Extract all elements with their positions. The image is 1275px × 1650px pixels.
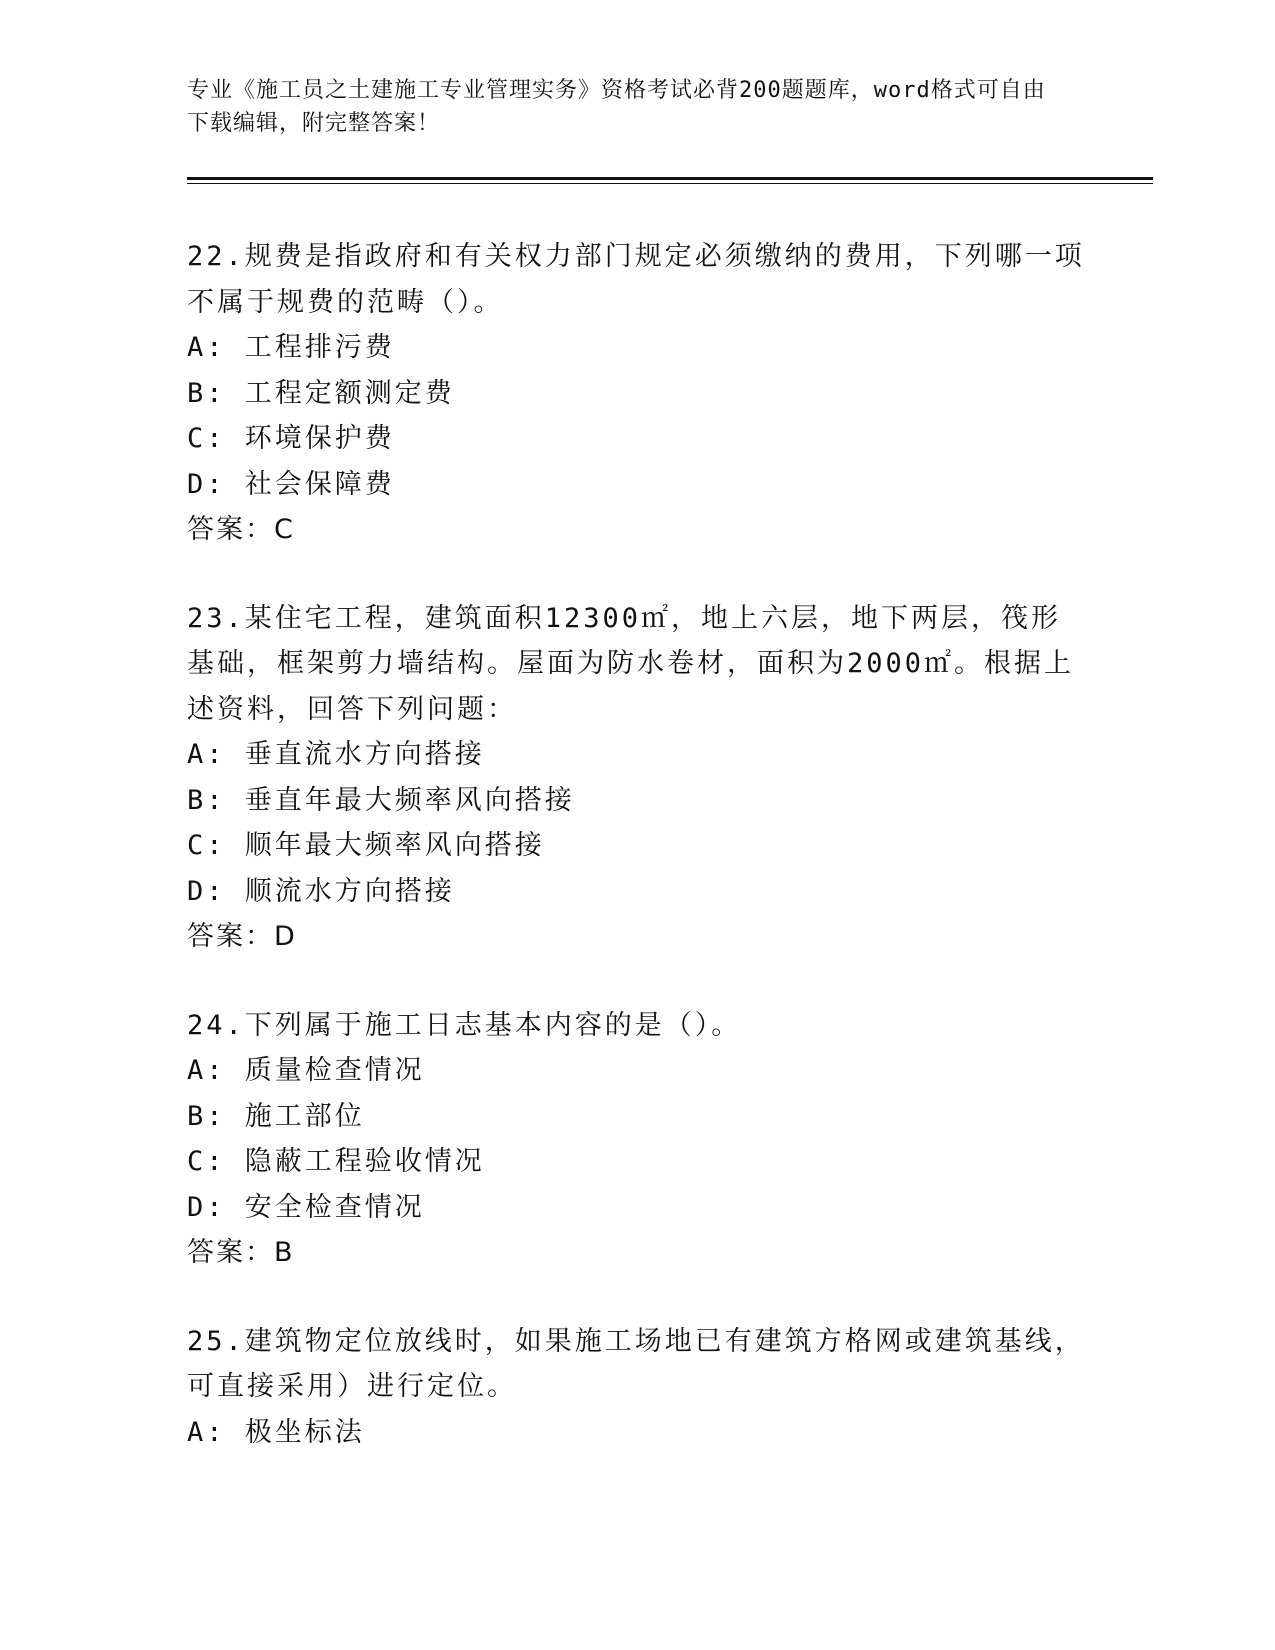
question-text: 25.建筑物定位放线时，如果施工场地已有建筑方格网或建筑基线，可直接采用）进行定位。: [187, 1325, 1085, 1402]
option-d: D: 安全检查情况: [187, 1191, 425, 1223]
option-c: C: 环境保护费: [187, 423, 395, 454]
question-text: 23.某住宅工程，建筑面积12300㎡，地上六层，地下两层，筏形基础，框架剪力墙结构。屋面为防水卷材，面积为2000㎡。根据上述资料，回答下列问题：: [187, 602, 1075, 725]
answer-line: 答案：D: [187, 921, 297, 952]
document-header: 专业《施工员之土建施工专业管理实务》资格考试必背200题题库，word格式可自由下载编辑，附完整答案！: [187, 78, 1046, 136]
question-24: [187, 1003, 1087, 1276]
question-text: 22.规费是指政府和有关权力部门规定必须缴纳的费用，下列哪一项不属于规费的范畴（）。: [187, 241, 1085, 318]
header-divider-thin: [187, 183, 1153, 184]
question-text: 24.下列属于施工日志基本内容的是（）。: [187, 1009, 742, 1041]
option-d: D: 社会保障费: [187, 468, 395, 500]
question-22: [187, 234, 1087, 553]
option-a: A: 质量检查情况: [187, 1055, 425, 1086]
option-a: A: 工程排污费: [187, 332, 395, 363]
answer-line: 答案：B: [187, 1237, 295, 1268]
answer-line: 答案：C: [187, 514, 295, 545]
option-b: B: 垂直年最大频率风向搭接: [187, 784, 575, 816]
question-23: [187, 596, 1087, 960]
option-c: C: 顺年最大频率风向搭接: [187, 830, 545, 861]
option-b: B: 施工部位: [187, 1100, 365, 1132]
option-a: A: 极坐标法: [187, 1416, 365, 1448]
option-c: C: 隐蔽工程验收情况: [187, 1146, 485, 1177]
option-d: D: 顺流水方向搭接: [187, 875, 455, 907]
header-divider-thick: [187, 177, 1153, 180]
option-b: B: 工程定额测定费: [187, 377, 455, 409]
question-25: [187, 1319, 1087, 1456]
option-a: A: 垂直流水方向搭接: [187, 739, 485, 770]
question-list: [187, 234, 1087, 1498]
